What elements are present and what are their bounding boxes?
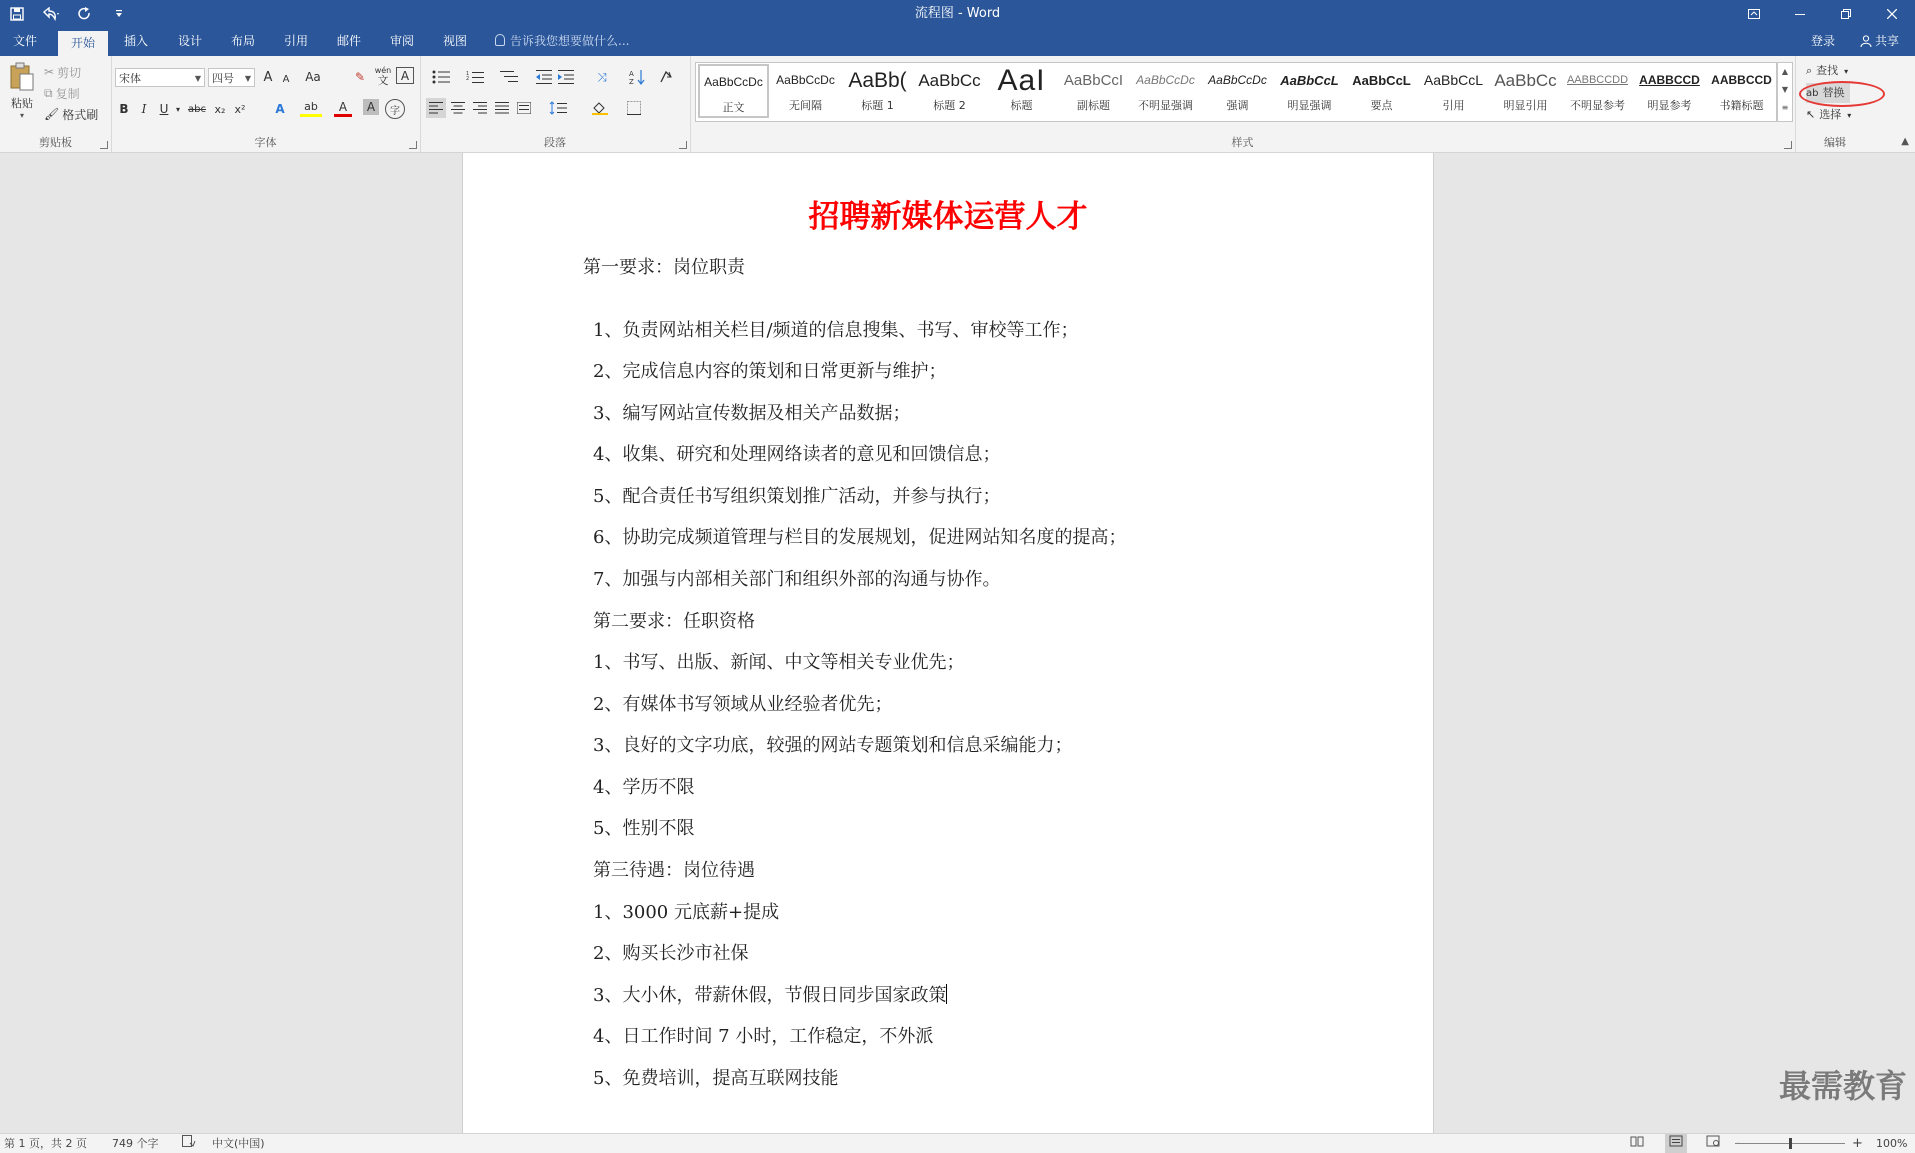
font-name-value: 宋体 xyxy=(119,72,141,85)
style-preview: AaI xyxy=(997,64,1046,97)
style-subtle-reference[interactable] xyxy=(1562,64,1633,118)
styles-group-label: 样式 xyxy=(1231,136,1254,149)
tab-home[interactable]: 开始 xyxy=(58,31,108,56)
tab-view[interactable]: 视图 xyxy=(442,34,467,48)
style-preview: AABBCCD xyxy=(1639,73,1700,87)
svg-text:Z: Z xyxy=(629,78,634,85)
word-count[interactable]: 749 个字 xyxy=(112,1137,159,1150)
tab-review[interactable]: 审阅 xyxy=(389,34,414,48)
ribbon-tabs xyxy=(0,27,1915,56)
clear-format-icon[interactable]: ✎ xyxy=(354,70,366,84)
style-preview: AaBbCcL xyxy=(1280,73,1339,88)
styles-launcher-icon[interactable] xyxy=(1784,141,1792,149)
style-name: 副标题 xyxy=(1077,99,1110,112)
clipboard-group xyxy=(0,56,112,152)
style-name: 书籍标题 xyxy=(1719,99,1764,112)
tab-insert[interactable]: 插入 xyxy=(123,34,148,48)
paste-dropdown-icon[interactable]: ▾ xyxy=(19,111,24,120)
chevron-down-icon: ▾ xyxy=(1844,67,1849,76)
page-count[interactable]: 第 1 页，共 2 页 xyxy=(4,1137,87,1150)
style-preview: AaBb( xyxy=(848,69,907,92)
font-size-value: 四号 xyxy=(212,72,234,85)
style-intense-reference[interactable] xyxy=(1634,64,1705,118)
collapse-ribbon-icon[interactable]: ▲ xyxy=(1901,136,1909,147)
numbering-icon[interactable] xyxy=(460,67,490,87)
chinese-layout-icon[interactable]: ⤨ xyxy=(597,69,607,84)
increase-indent-icon[interactable] xyxy=(556,67,576,87)
style-emphasis[interactable] xyxy=(1202,64,1273,118)
paragraph-line: 5、性别不限 xyxy=(593,818,695,839)
style-preview: AaBbCcL xyxy=(1423,72,1484,88)
styles-gallery-scroll[interactable] xyxy=(1777,62,1793,122)
multilevel-list-icon[interactable] xyxy=(494,67,524,87)
zoom-in-button[interactable]: + xyxy=(1852,1136,1863,1151)
style-book-title[interactable] xyxy=(1706,64,1777,118)
person-icon xyxy=(1860,35,1872,47)
style-preview: AaBbCc xyxy=(1494,71,1557,90)
zoom-level[interactable]: 100% xyxy=(1876,1137,1908,1150)
web-layout-icon[interactable] xyxy=(1706,1134,1720,1153)
style-intense-quote[interactable] xyxy=(1490,64,1561,118)
window-title: 流程图 - Word xyxy=(914,6,1001,21)
bold-button[interactable]: B xyxy=(119,102,129,116)
decrease-indent-icon[interactable] xyxy=(534,67,554,87)
chevron-down-icon: ▾ xyxy=(1847,111,1852,120)
document-heading: 招聘新媒体运营人才 xyxy=(808,199,1088,235)
section-heading: 第一要求：岗位职责 xyxy=(583,257,745,278)
ribbon-display-icon[interactable] xyxy=(1731,0,1777,27)
superscript-button[interactable]: x² xyxy=(234,102,246,116)
more-styles-icon[interactable]: ≡ xyxy=(1781,103,1789,112)
bullets-icon[interactable] xyxy=(426,67,456,87)
document-area xyxy=(0,153,1915,1133)
strikethrough-button[interactable]: abc xyxy=(188,103,206,115)
paragraph-line xyxy=(593,981,947,1007)
font-group xyxy=(111,56,421,152)
zoom-slider-thumb[interactable] xyxy=(1789,1138,1792,1149)
clipboard-group-label: 剪贴板 xyxy=(39,136,72,149)
title-bar xyxy=(0,0,1915,27)
style-title[interactable] xyxy=(986,64,1057,118)
lightbulb-icon xyxy=(495,34,505,46)
zoom-slider[interactable] xyxy=(1735,1143,1845,1144)
chevron-down-icon: ▼ xyxy=(194,74,201,83)
select-label: 选择 xyxy=(1819,108,1842,121)
paragraph-line: 5、配合责任书写组织策划推广活动，并参与执行； xyxy=(593,486,1001,507)
style-strong[interactable] xyxy=(1346,64,1417,118)
style-preview: AaBbCc xyxy=(918,71,981,90)
style-name: 正文 xyxy=(722,101,745,114)
font-name-combo[interactable] xyxy=(115,68,205,87)
svg-text:2: 2 xyxy=(466,76,470,82)
style-name: 标题 2 xyxy=(933,99,966,112)
status-bar xyxy=(0,1133,1915,1153)
style-subtitle[interactable] xyxy=(1058,64,1129,118)
paragraph-line: 1、负责网站相关栏目/频道的信息搜集、书写、审校等工作； xyxy=(593,320,1079,341)
style-no-spacing[interactable] xyxy=(770,64,841,118)
style-intense-emphasis[interactable] xyxy=(1274,64,1345,118)
phonetic-guide-button[interactable] xyxy=(373,64,393,88)
ribbon xyxy=(0,56,1915,153)
style-name: 标题 xyxy=(1010,99,1033,112)
brush-icon: 🖌 xyxy=(44,107,60,121)
underline-button[interactable]: U xyxy=(159,102,169,116)
clipboard-launcher-icon[interactable] xyxy=(100,141,108,149)
underline-dropdown-icon[interactable]: ▾ xyxy=(175,104,180,114)
style-preview: AaBbCcI xyxy=(1063,72,1124,89)
paragraph-line: 3、良好的文字功底，较强的网站专题策划和信息采编能力； xyxy=(593,735,1073,756)
document-page[interactable] xyxy=(462,153,1434,1133)
paragraph-line: 1、书写、出版、新闻、中文等相关专业优先； xyxy=(593,652,965,673)
line-spacing-icon[interactable] xyxy=(544,98,572,118)
copy-button[interactable] xyxy=(44,83,80,103)
find-button[interactable] xyxy=(1806,61,1848,81)
style-preview: AaBbCcDc xyxy=(704,75,763,89)
shrink-font-button[interactable]: A xyxy=(282,73,290,85)
svg-text:1: 1 xyxy=(466,71,470,77)
tell-me-text: 告诉我您想要做什么... xyxy=(510,34,630,48)
enclose-char-button[interactable]: 字 xyxy=(385,99,405,119)
paragraph-line: 4、收集、研究和处理网络读者的意见和回馈信息； xyxy=(593,444,1001,465)
paragraph-line: 4、学历不限 xyxy=(593,777,695,798)
tab-design[interactable]: 设计 xyxy=(177,34,202,48)
window-controls xyxy=(1731,0,1915,27)
style-preview: AaBbCcDc xyxy=(1208,73,1267,87)
justify-icon[interactable] xyxy=(492,98,512,118)
style-heading-1[interactable] xyxy=(842,64,913,118)
highlight-annotation xyxy=(1799,81,1885,107)
section-heading: 第二要求：任职资格 xyxy=(593,611,755,632)
italic-button[interactable]: I xyxy=(141,102,147,116)
subscript-button[interactable]: x₂ xyxy=(214,102,226,116)
proofing-icon[interactable] xyxy=(182,1134,196,1153)
font-launcher-icon[interactable] xyxy=(409,141,417,149)
cut-label: 剪切 xyxy=(57,65,82,80)
tell-me-box[interactable] xyxy=(495,27,629,56)
chevron-down-icon[interactable]: ▼ xyxy=(1781,85,1789,94)
align-left-icon[interactable] xyxy=(426,98,446,118)
style-name: 明显强调 xyxy=(1287,99,1332,112)
text-effects-button[interactable]: A xyxy=(275,102,285,116)
svg-text:A: A xyxy=(629,70,634,78)
style-preview: AaBbCcDc xyxy=(776,73,835,87)
borders-icon[interactable] xyxy=(620,98,648,118)
style-name: 引用 xyxy=(1442,99,1465,112)
clipboard-icon xyxy=(9,62,35,92)
find-label: 查找 xyxy=(1816,64,1839,77)
paste-button[interactable] xyxy=(5,62,39,122)
chevron-up-icon[interactable]: ▲ xyxy=(1781,67,1789,76)
read-mode-icon[interactable] xyxy=(1630,1134,1644,1153)
paragraph-line: 6、协助完成频道管理与栏目的发展规划，促进网站知名度的提高； xyxy=(593,527,1127,548)
tab-file[interactable]: 文件 xyxy=(12,34,37,48)
highlight-button[interactable]: ab xyxy=(300,99,322,117)
tab-layout[interactable]: 布局 xyxy=(230,34,255,48)
replace-icon: ab xyxy=(1806,88,1819,99)
copy-label: 复制 xyxy=(55,86,80,101)
paragraph-text: 3、大小休，带薪休假，节假日同步国家政策 xyxy=(593,985,947,1006)
chevron-down-icon: ▼ xyxy=(244,74,251,83)
style-normal[interactable] xyxy=(698,64,769,118)
font-color-button[interactable]: A xyxy=(334,99,352,117)
style-preview: AaBbCcDc xyxy=(1136,73,1195,87)
style-preview: AABBCCD xyxy=(1711,73,1772,87)
style-name: 不明显强调 xyxy=(1138,99,1193,112)
distribute-icon[interactable] xyxy=(514,98,534,118)
style-name: 明显参考 xyxy=(1647,99,1692,112)
restore-icon[interactable] xyxy=(1823,0,1869,27)
print-layout-icon[interactable] xyxy=(1665,1134,1687,1153)
cursor-icon: ↖ xyxy=(1806,108,1816,121)
phonetic-bottom: 文 xyxy=(377,74,389,87)
font-size-combo[interactable] xyxy=(208,68,255,87)
paragraph-line: 1、3000 元底薪+提成 xyxy=(593,902,780,923)
scissors-icon: ✂ xyxy=(44,65,55,79)
style-subtle-emphasis[interactable] xyxy=(1130,64,1201,118)
change-case-button[interactable]: Aa xyxy=(305,70,321,84)
styles-gallery xyxy=(695,62,1777,122)
paragraph-line: 3、编写网站宣传数据及相关产品数据； xyxy=(593,403,911,424)
search-icon: ⌕ xyxy=(1806,64,1813,77)
select-button[interactable] xyxy=(1806,105,1851,125)
style-name: 明显引用 xyxy=(1503,99,1548,112)
minimize-icon[interactable] xyxy=(1777,0,1823,27)
sort-icon[interactable] xyxy=(626,67,648,87)
style-name: 强调 xyxy=(1226,99,1249,112)
tab-mailings[interactable]: 邮件 xyxy=(336,34,361,48)
tab-references[interactable]: 引用 xyxy=(283,34,308,48)
cut-button[interactable] xyxy=(44,62,81,82)
format-painter-label: 格式刷 xyxy=(62,107,99,122)
show-marks-icon[interactable] xyxy=(656,67,676,87)
style-name: 不明显参考 xyxy=(1570,99,1625,112)
paragraph-group-label: 段落 xyxy=(544,136,566,149)
paragraph-line: 2、购买长沙市社保 xyxy=(593,943,749,964)
editing-group-label: 编辑 xyxy=(1824,136,1846,149)
replace-label: 替换 xyxy=(1822,86,1845,99)
paragraph-line: 7、加强与内部相关部门和组织外部的沟通与协作。 xyxy=(593,569,1001,590)
copy-icon: ⧉ xyxy=(44,85,53,100)
align-center-icon[interactable] xyxy=(448,98,468,118)
char-border-button[interactable]: A xyxy=(396,67,414,84)
paragraph-line: 2、有媒体书写领域从业经验者优先； xyxy=(593,694,893,715)
paragraph-launcher-icon[interactable] xyxy=(679,141,687,149)
style-name: 无间隔 xyxy=(789,99,822,112)
language-indicator[interactable]: 中文(中国) xyxy=(212,1137,265,1150)
grow-font-button[interactable]: A xyxy=(263,69,273,85)
format-painter-button[interactable] xyxy=(44,104,98,124)
char-shading-button[interactable]: A xyxy=(363,99,379,115)
paragraph-line: 5、免费培训，提高互联网技能 xyxy=(593,1068,839,1089)
style-heading-2[interactable] xyxy=(914,64,985,118)
style-preview: AaBbCcL xyxy=(1352,73,1411,88)
login-link[interactable]: 登录 xyxy=(1810,34,1835,48)
paragraph-group xyxy=(420,56,691,152)
section-heading: 第三待遇：岗位待遇 xyxy=(593,860,755,881)
watermark-logo: 最需教育 xyxy=(1778,1067,1907,1105)
shading-bucket-icon[interactable] xyxy=(586,98,614,118)
close-icon[interactable] xyxy=(1869,0,1915,27)
paragraph-line: 2、完成信息内容的策划和日常更新与维护； xyxy=(593,361,947,382)
share-button[interactable] xyxy=(1860,27,1899,56)
paste-label: 粘贴 xyxy=(11,97,33,110)
phonetic-top: wén xyxy=(374,66,392,75)
style-preview: AABBCCDD xyxy=(1566,74,1629,86)
font-group-label: 字体 xyxy=(254,136,277,149)
text-caret xyxy=(946,984,947,1004)
share-label: 共享 xyxy=(1874,34,1899,48)
style-quote[interactable] xyxy=(1418,64,1489,118)
style-name: 要点 xyxy=(1370,99,1393,112)
align-right-icon[interactable] xyxy=(470,98,490,118)
paragraph-line: 4、日工作时间 7 小时，工作稳定，不外派 xyxy=(593,1026,934,1047)
style-name: 标题 1 xyxy=(861,99,894,112)
